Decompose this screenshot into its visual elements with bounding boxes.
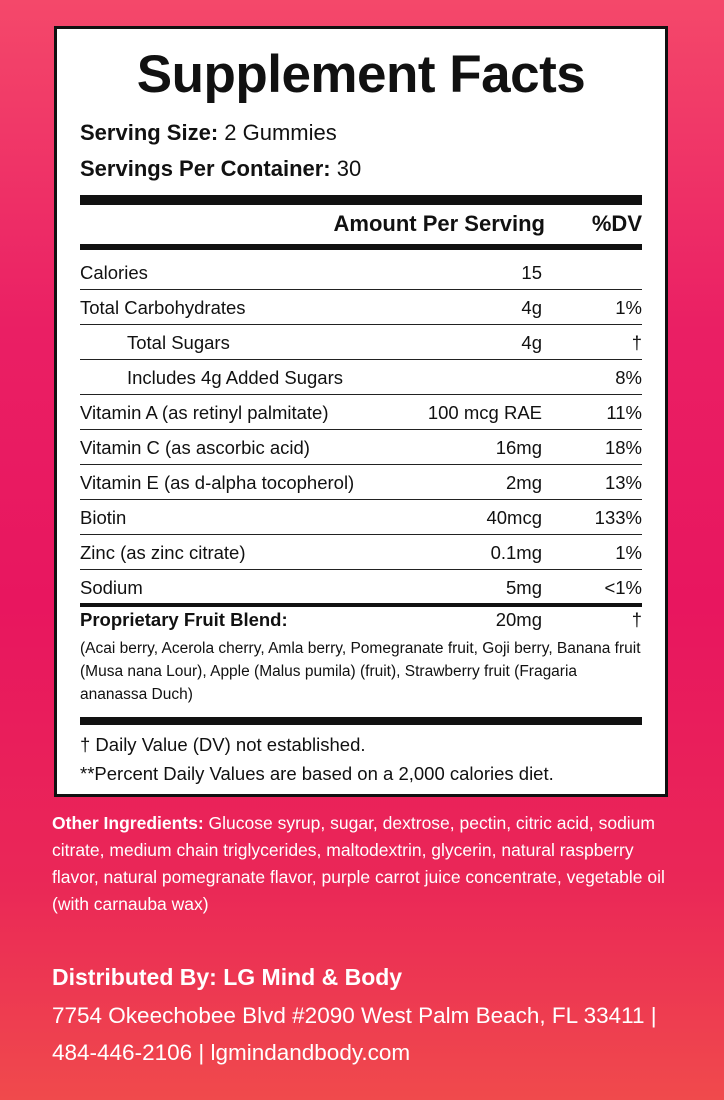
- nutrient-row-total-sugars: [80, 325, 642, 360]
- nutrient-amount: 100 mcg RAE: [427, 402, 542, 423]
- nutrient-row-sodium: [80, 570, 642, 604]
- nutrient-row-vitamin-e: [80, 465, 642, 500]
- nutrient-dv: 18%: [604, 437, 642, 458]
- servings-per-container: [80, 155, 361, 183]
- nutrient-name: Vitamin C (as ascorbic acid): [80, 437, 310, 458]
- blend-name: Proprietary Fruit Blend:: [80, 609, 288, 630]
- nutrient-row-added-sugars: [80, 360, 642, 395]
- nutrient-row-vitamin-a: [80, 395, 642, 430]
- dv-header: %DV: [591, 211, 642, 236]
- serving-size-label: Serving Size:: [80, 120, 219, 145]
- thick-divider-bottom: [80, 717, 642, 725]
- nutrient-amount: 4g: [521, 297, 542, 318]
- nutrient-amount: 15: [521, 262, 542, 283]
- nutrient-name: Biotin: [80, 507, 127, 528]
- nutrient-row-vitamin-c: [80, 430, 642, 465]
- nutrient-name: Zinc (as zinc citrate): [80, 542, 246, 563]
- other-ingredients-text: Glucose syrup, sugar, dextrose, pectin, citric acid, sodium citrate, medium chain triglycerides, maltodextrin, glycerin, natural raspberry flavor, natural pomegranate flavor, purple carrot juice concentrate, vegetable oil (with carnauba wax): [52, 813, 665, 914]
- nutrient-row-zinc: [80, 535, 642, 570]
- supplement-facts-panel: [54, 26, 668, 797]
- distributor-heading: Distributed By: LG Mind & Body: [52, 964, 403, 990]
- nutrient-dv: †: [631, 332, 642, 353]
- nutrient-name: Calories: [80, 262, 148, 283]
- nutrient-amount: 0.1mg: [490, 542, 542, 563]
- facts-title: Supplement Facts: [136, 45, 586, 104]
- nutrient-dv: 8%: [615, 367, 642, 388]
- thick-divider-header: [80, 244, 642, 250]
- nutrient-name: Total Sugars: [127, 332, 230, 353]
- nutrient-name: Vitamin A (as retinyl palmitate): [80, 402, 329, 423]
- nutrient-dv: 133%: [594, 507, 642, 528]
- serving-size: [80, 119, 337, 147]
- nutrient-dv: 1%: [615, 297, 642, 318]
- nutrient-dv: 1%: [615, 542, 642, 563]
- nutrient-name: Includes 4g Added Sugars: [127, 367, 343, 388]
- footnote-dv-not-established: † Daily Value (DV) not established.: [80, 734, 366, 755]
- footnote-percent-daily-values: **Percent Daily Values are based on a 2,000 calories diet.: [80, 763, 554, 784]
- nutrient-name: Sodium: [80, 577, 143, 598]
- thick-divider-top: [80, 195, 642, 205]
- nutrient-amount: 16mg: [495, 437, 542, 458]
- amount-header: Amount Per Serving: [333, 211, 545, 236]
- nutrient-amount: 5mg: [506, 577, 542, 598]
- servings-label: Servings Per Container:: [80, 156, 331, 181]
- nutrient-dv: 11%: [606, 402, 642, 423]
- nutrient-row-total-carbohydrates: [80, 290, 642, 325]
- nutrient-dv: 13%: [604, 472, 642, 493]
- blend-amount: 20mg: [495, 609, 542, 630]
- other-ingredients: [52, 810, 672, 918]
- other-ingredients-label: Other Ingredients:: [52, 813, 204, 833]
- nutrient-amount: 2mg: [506, 472, 542, 493]
- distributor-address: 7754 Okeechobee Blvd #2090 West Palm Beach, FL 33411 | 484-446-2106 | lgmindandbody.com: [52, 1003, 657, 1065]
- nutrient-row-calories: [80, 255, 642, 290]
- blend-dv: †: [631, 609, 642, 630]
- thick-divider-blend: [80, 603, 642, 607]
- nutrient-amount: 40mcg: [486, 507, 542, 528]
- serving-size-value: 2 Gummies: [224, 120, 337, 145]
- nutrient-row-biotin: [80, 500, 642, 535]
- nutrient-name: Vitamin E (as d-alpha tocopherol): [80, 472, 355, 493]
- nutrient-dv: <1%: [604, 577, 642, 598]
- nutrient-name: Total Carbohydrates: [80, 297, 246, 318]
- blend-description: (Acai berry, Acerola cherry, Amla berry, Pomegranate fruit, Goji berry, Banana fruit (Musa nana Lour), Apple (Malus pumila) (fruit), Strawberry fruit (Fragaria ananassa Duch): [80, 640, 641, 703]
- servings-value: 30: [336, 156, 362, 181]
- nutrient-amount: 4g: [521, 332, 542, 353]
